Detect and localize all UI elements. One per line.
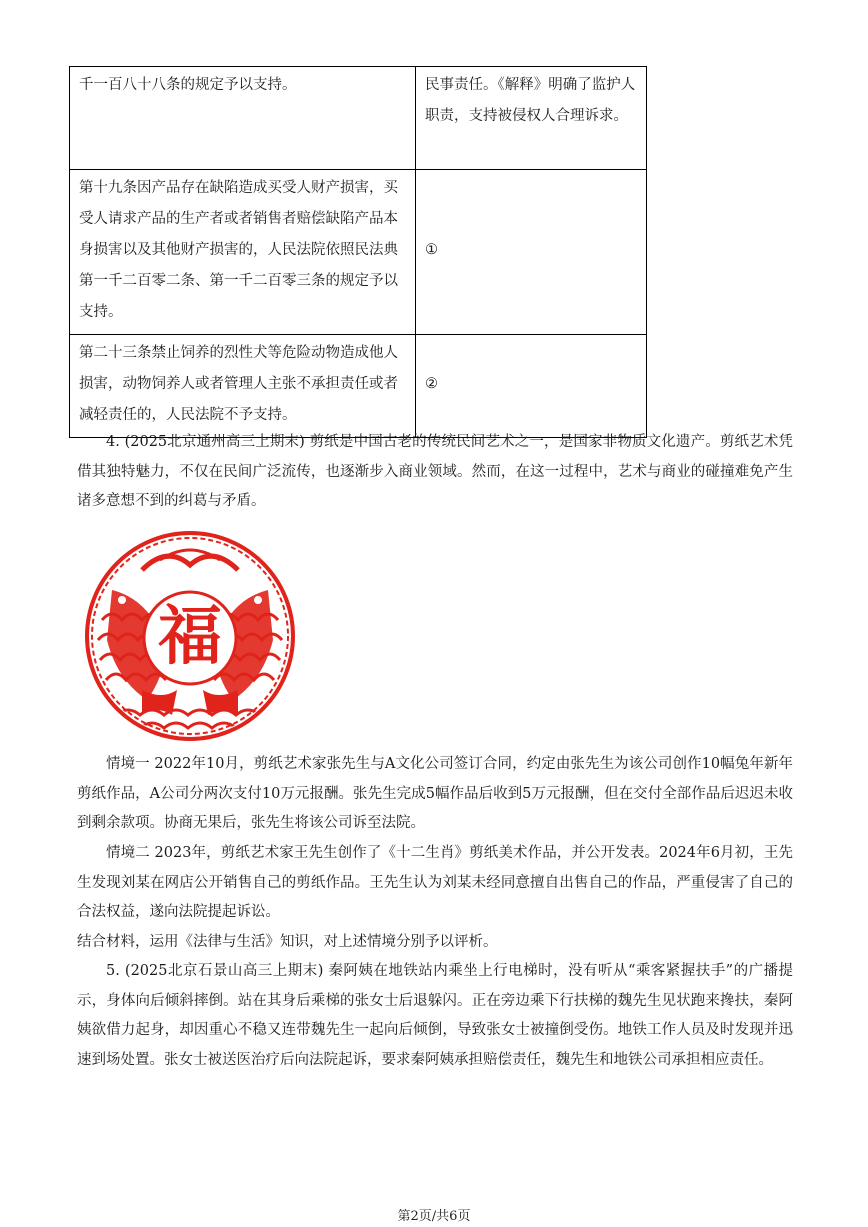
table-cell-comment: 民事责任。《解释》明确了监护人职责，支持被侵权人合理诉求。 bbox=[416, 67, 647, 170]
page-number: 第2页/共6页 bbox=[397, 1209, 471, 1224]
question-4-task: 结合材料，运用《法律与生活》知识，对上述情境分别予以评析。 bbox=[77, 934, 498, 950]
question-5-text: 5. (2025北京石景山高三上期末) 秦阿姨在地铁站内乘坐上行电梯时，没有听从“乘客紧握扶手”的广播提示，身体向后倾斜摔倒。站在其身后乘梯的张女士后退躲闪。正在旁边乘下行扶梯的魏先生见状跑来搀扶，秦阿姨欲借力起身，却因重心不稳又连带魏先生一起向后倾倒，导致张女士被撞倒受伤。地铁工作人员及时发现并迅速到场处置。张女士被送医治疗后向法院起诉，要求秦阿姨承担赔偿责任，魏先生和地铁公司承担相应责任。 bbox=[77, 963, 793, 1068]
scenario-2: 情境二 2023年，剪纸艺术家王先生创作了《十二生肖》剪纸美术作品，并公开发表。2024年6月初，王先生发现刘某在网店公开销售自己的剪纸作品。王先生认为刘某未经同意擅自出售自己的作品，严重侵害了自己的合法权益，遂向法院提起诉讼。 bbox=[77, 845, 793, 920]
table-row bbox=[70, 170, 647, 335]
table-cell-article: 第二十三条禁止饲养的烈性犬等危险动物造成他人损害，动物饲养人或者管理人主张不承担责任或者减轻责任的，人民法院不予支持。 bbox=[70, 335, 416, 438]
table-cell-blank-2: ② bbox=[416, 335, 647, 438]
table-row bbox=[70, 67, 647, 170]
law-table bbox=[69, 66, 647, 438]
table-cell-article: 千一百八十八条的规定予以支持。 bbox=[70, 67, 416, 170]
fu-papercut-image bbox=[82, 530, 298, 742]
question-4-intro: 4. (2025北京通州高三上期末) 剪纸是中国古老的传统民间艺术之一，是国家非物质文化遗产。剪纸艺术凭借其独特魅力，不仅在民间广泛流传，也逐渐步入商业领域。然而，在这一过程中，艺术与商业的碰撞难免产生诸多意想不到的纠葛与矛盾。 bbox=[77, 434, 793, 509]
scenario-1: 情境一 2022年10月，剪纸艺术家张先生与A文化公司签订合同，约定由张先生为该公司创作10幅兔年新年剪纸作品，A公司分两次支付10万元报酬。张先生完成5幅作品后收到5万元报酬，但在交付全部作品后迟迟未收到剩余款项。协商无果后，张先生将该公司诉至法院。 bbox=[77, 756, 793, 831]
table-row bbox=[70, 335, 647, 438]
fu-character: 福 bbox=[158, 599, 222, 674]
table-cell-blank-1: ① bbox=[416, 170, 647, 335]
table-cell-article: 第十九条因产品存在缺陷造成买受人财产损害，买受人请求产品的生产者或者销售者赔偿缺陷产品本身损害以及其他财产损害的，人民法院依照民法典第一千二百零二条、第一千二百零三条的规定予以支持。 bbox=[70, 170, 416, 335]
